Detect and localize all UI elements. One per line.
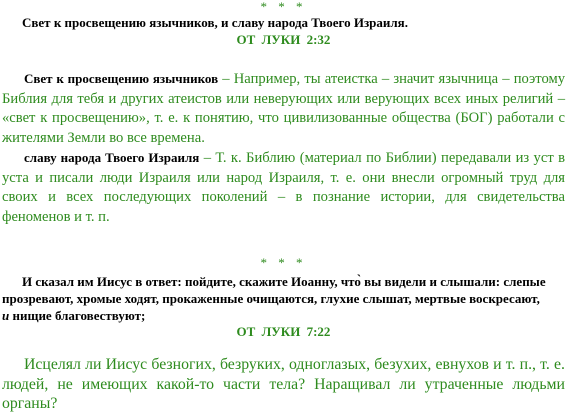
scripture-reference: ОТ ЛУКИ 2:32 (236, 32, 331, 47)
scripture-verse: Свет к просвещению язычников, и славу народа Твоего Израиля. (22, 15, 408, 30)
commentary-dash: – (218, 71, 234, 87)
commentary-dash: – (199, 150, 216, 166)
commentary-lead-phrase: славу народа Твоего Израиля (24, 150, 200, 165)
commentary-paragraph (2, 148, 565, 227)
commentary-lead-phrase: Свет к просвещению язычников (24, 71, 219, 86)
italic-word: и (2, 308, 10, 323)
scripture-verse-line (2, 307, 565, 324)
section-divider-stars: * * * (260, 0, 307, 14)
commentary-paragraph (2, 69, 565, 148)
question-paragraph (2, 355, 565, 414)
scripture-verse-line: прозревают, хромые ходят, прокаженные очищаются, глухие слышат, мертвые воскресают, (2, 291, 540, 306)
question-text: Исцелял ли Иисус безногих, безруких, одноглазых, безухих, евнухов и т. п., т. е. людей, не имеющих какой-то части тела? Наращивал ли утраченные людьми органы? (2, 356, 565, 412)
scripture-verse-line: И сказал им Иисус в ответ: пойдите, скажите Иоанну, что̀ вы видели и слышали: слепые (22, 274, 546, 289)
commentary-text: Например, ты атеистка – значит язычница – поэтому Библия для тебя и других атеистов или неверующих или верующих всех иных религий – «свет к просвещению», т. е. к понятию, что цивилизованные общества (БОГ) работали с жителями Земли во все времена. (2, 71, 566, 146)
section-divider-stars: * * * (260, 255, 307, 270)
verse-text: нищие благовествуют; (9, 308, 146, 323)
commentary-text: Т. к. Библию (материал по Библии) передавали из уст в уста и писали люди Израиля или народ Израиля, т. е. они внесли огромный труд для своих и всех последующих поколений – в познание истории, для свидетельства феноменов и т. п. (2, 150, 566, 225)
scripture-reference: ОТ ЛУКИ 7:22 (236, 324, 331, 339)
